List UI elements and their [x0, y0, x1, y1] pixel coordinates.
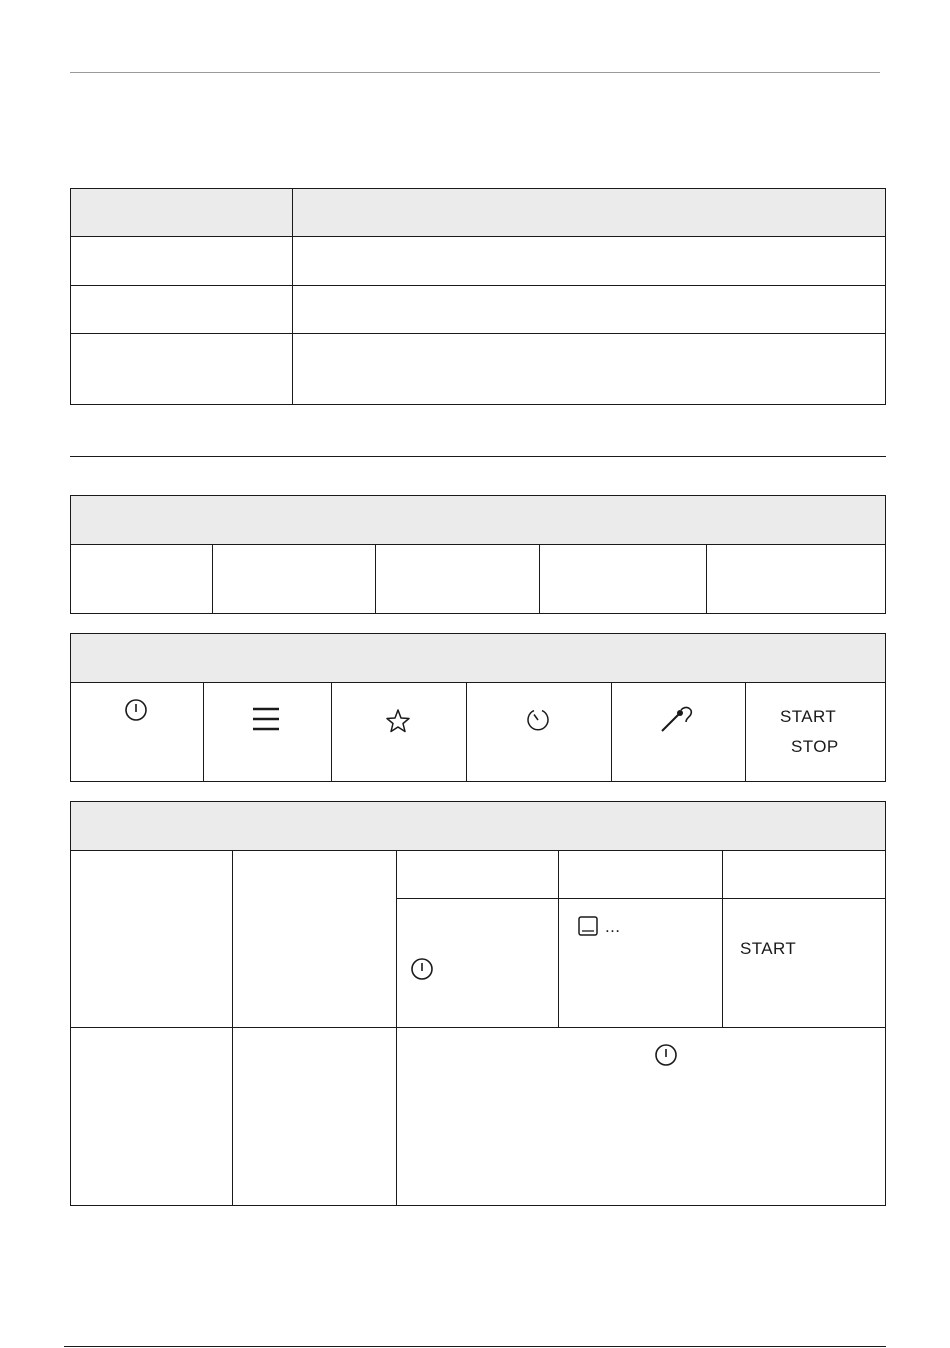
top-rule	[70, 72, 880, 73]
power-icon	[654, 1043, 678, 1067]
power-icon	[410, 957, 434, 981]
favourite-star-icon	[385, 708, 411, 734]
power-icon	[124, 698, 148, 722]
section-rule	[70, 456, 886, 457]
menu-icon	[252, 707, 280, 733]
setup-table-border	[70, 801, 886, 1206]
keys-table-border	[70, 633, 886, 782]
start-label: START	[740, 939, 797, 958]
meat-probe-icon	[659, 706, 695, 734]
oven-display-icon	[578, 916, 598, 936]
display-ellipsis: ...	[605, 917, 621, 936]
display-table-border	[70, 495, 886, 614]
stop-key-label: STOP	[791, 737, 839, 756]
timer-icon	[525, 707, 551, 733]
footer-rule	[64, 1346, 886, 1347]
start-key-label: START	[780, 707, 837, 726]
info-table-border	[70, 188, 886, 405]
